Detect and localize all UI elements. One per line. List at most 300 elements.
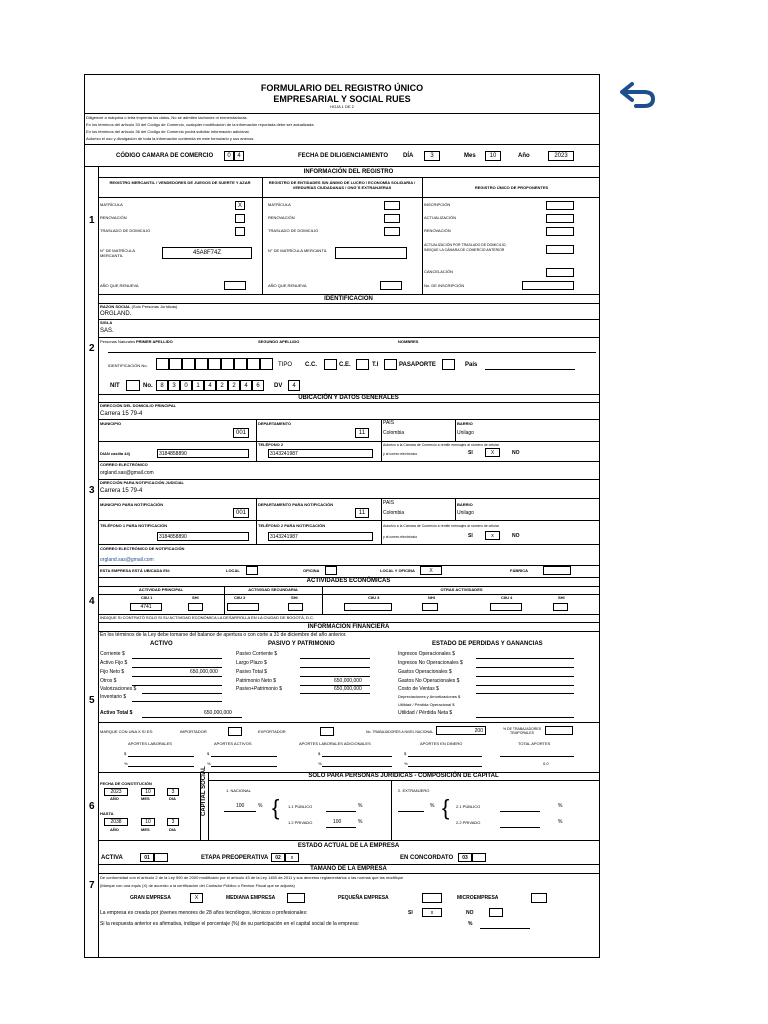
correo-value[interactable]: orgland.sas@gmail.com [100, 470, 154, 476]
brace-glyph: { [272, 795, 280, 820]
dollar-sign: $ [207, 751, 210, 756]
column-divider [224, 586, 225, 614]
brace-glyph: { [442, 795, 450, 820]
constitucion-ano-field[interactable]: 2023 [104, 788, 128, 796]
row-number: 3 [89, 485, 95, 496]
pasivo-patrimonio-field[interactable] [300, 693, 370, 694]
utilidad-neta-field[interactable] [476, 717, 574, 718]
estado-item: Ingresos Operacionales $ [398, 651, 455, 657]
dollar-sign: $ [124, 751, 127, 756]
activo-fijo-field[interactable] [132, 667, 222, 668]
divider [84, 144, 600, 145]
jovenes-no-checkbox[interactable] [489, 908, 503, 917]
primer-apellido-label: PRIMER APELLIDO [136, 339, 173, 344]
divider [98, 520, 599, 521]
dir-principal-value[interactable]: Carrera 15 79-4 [100, 411, 143, 417]
instruction-line: Diligencie a máquina o letra imprenta los datos. No se admiten tachones ni enmendaduras. [86, 115, 248, 120]
shi4-field[interactable] [553, 603, 568, 611]
form-title-2: EMPRESARIAL Y SOCIAL RUES [273, 94, 411, 104]
renovacion-rup-label: RENOVACIÓN [424, 228, 451, 233]
total-aportes-percent: 0.0 [543, 761, 549, 766]
identificacion-section-title: IDENTIFICACIÓN [324, 296, 373, 302]
divider [98, 337, 599, 338]
registro-proponentes-title: REGISTRO ÚNICO DE PROPONENTES [474, 185, 549, 190]
tamano-nota: (Marque con una equis (X) de acuerdo a la certificación del Contador Público o Revisor Fiscal que se adjunta) [100, 883, 295, 888]
correo-notif-label: CORREO ELECTRÓNICO DE NOTIFICACIÓN [100, 546, 185, 551]
actualizacion-checkbox[interactable] [546, 214, 574, 223]
dia-field[interactable]: 3 [424, 151, 440, 161]
form-outer-frame [84, 74, 600, 958]
codigo-camara-digit-1[interactable]: 0 [224, 151, 234, 161]
column-divider [381, 419, 382, 461]
aportes-activos-amount[interactable] [211, 756, 277, 757]
divider [98, 544, 599, 545]
divider [98, 722, 599, 723]
municipio-notif-label: MUNICIPIO PARA NOTIFICACIÓN [100, 502, 164, 507]
publico-field[interactable] [326, 811, 356, 812]
nhi3-field[interactable] [422, 603, 438, 611]
divider [98, 319, 599, 320]
ano-renueva-field[interactable] [224, 281, 246, 290]
aportes-dinero-percent[interactable] [408, 766, 482, 767]
telefono-2-label: TELÉFONO 2 [258, 442, 284, 447]
shi-label: SHI [558, 595, 565, 600]
constitucion-dia-field[interactable]: 3 [167, 788, 179, 796]
renovacion-esal-label: RENOVACIÓN [268, 215, 295, 220]
local-oficina-checkbox[interactable]: X [420, 566, 442, 575]
dia-caption: DIA [169, 796, 176, 801]
actividad-secundaria-label: ACTIVIDAD SECUNDARIA [248, 587, 298, 592]
inventario-field[interactable] [132, 701, 222, 702]
aportes-dinero-amount[interactable] [408, 756, 482, 757]
traslado-label: TRASLADO DE DOMICILIO [100, 228, 151, 233]
departamento-label: DEPARTAMENTO [258, 421, 292, 426]
fijo-neto-value: 650,000,000 [190, 669, 218, 675]
activa-checkbox[interactable] [154, 853, 168, 862]
dollar-sign: $ [318, 751, 321, 756]
departamento-notif-field[interactable]: 11 [355, 508, 369, 518]
aportes-activos-percent[interactable] [211, 766, 277, 767]
actualizacion-traslado-label: ACTUALIZACIÓN POR TRASLADO DE DOMICILIO, INDIQUE LA CÁMARA DE COMERCIO ANTERIOR [424, 243, 507, 252]
column-divider [391, 780, 392, 840]
patrimonio-value: 650,000,000 [334, 678, 362, 684]
registro-mercantil-title: REGISTRO MERCANTIL / VENDEDORES DE JUEGOS DE SUERTE Y AZAR [109, 180, 251, 185]
microempresa-label: MICROEMPRESA [457, 895, 499, 901]
ciiu4-field[interactable] [490, 603, 522, 611]
ingresos-no-op-field[interactable] [476, 667, 574, 668]
traslado-checkbox[interactable] [235, 227, 245, 236]
gastos-no-op-field[interactable] [476, 685, 574, 686]
pasaporte-checkbox[interactable] [442, 359, 455, 370]
estado-section-title: ESTADO ACTUAL DE LA EMPRESA [297, 843, 400, 849]
divider [98, 498, 599, 499]
activo-item: Inventario $ [100, 694, 127, 700]
ciiu2-field[interactable] [227, 603, 259, 611]
pais-notif-value[interactable]: Colombia [383, 510, 405, 516]
nacional-underline [224, 811, 256, 812]
aportes-dinero-label: APORTES EN DINERO [420, 741, 463, 746]
column-divider [256, 498, 257, 544]
nit-no-label: No. [143, 383, 153, 389]
telefono-1-notif-field[interactable]: 3184858890 [157, 532, 249, 541]
codigo-camara-digit-2[interactable]: 4 [234, 151, 244, 161]
razon-social-note: (Solo Personas Jurídicas) [131, 304, 178, 309]
oficina-checkbox[interactable] [325, 566, 337, 575]
cancelacion-label: CANCELACIÓN [424, 269, 453, 274]
percent-sign: % [358, 819, 363, 825]
matricula-checkbox[interactable]: X [235, 201, 245, 210]
financiera-section-title: INFORMACIÓN FINANCIERA [307, 624, 390, 630]
instruction-line: En los términos del artículo 36 del Código de Comercio podrá solicitar información adicional. [86, 129, 250, 134]
column-divider [256, 419, 257, 461]
registro-section-title: INFORMACIÓN DEL REGISTRO [303, 169, 394, 175]
ciiu4-label: CIIU 4 [501, 595, 513, 600]
estado-item: Gastos Operacionales $ [398, 669, 452, 675]
gastos-op-field[interactable] [476, 676, 574, 677]
privado-underline [326, 827, 356, 828]
percent-sign: % [468, 921, 473, 927]
ubicada-en-label: ESTA EMPRESA ESTÁ UBICADA EN: [100, 568, 171, 573]
importador-label: IMPORTADOR [180, 729, 207, 734]
ciiu1-label: CIIU 1 [141, 595, 153, 600]
financiera-intro: En los términos de la Ley debe tomarse del balance de apertura o con corte a 31 de diciembre del año anterior. [100, 632, 347, 638]
preoperativa-label: ETAPA PREOPERATIVA [201, 855, 269, 861]
local-checkbox[interactable] [246, 566, 258, 575]
pasivo-total-field[interactable] [300, 676, 370, 677]
barrio-value[interactable]: Unilago [457, 430, 474, 436]
cancelacion-checkbox[interactable] [546, 268, 574, 277]
row-number: 4 [89, 596, 95, 607]
extranjero-field[interactable] [398, 811, 424, 812]
column-divider [381, 498, 382, 544]
publico-2-label: 2.1 PÚBLICO [456, 804, 481, 809]
municipio-code-field[interactable]: 001 [233, 428, 249, 438]
autorizo-text: y al correo electrónico [383, 535, 418, 539]
nit-checkbox[interactable] [126, 380, 140, 391]
divider [84, 166, 600, 167]
gran-empresa-checkbox[interactable]: X [190, 893, 203, 903]
corner-label [63, 73, 64, 78]
dir-judicial-value[interactable]: Carrera 15 79-4 [100, 488, 143, 494]
cc-checkbox[interactable] [324, 359, 337, 370]
razon-social-label: RAZON SOCIAL [100, 304, 131, 309]
tipo-label: TIPO [278, 362, 293, 368]
total-aportes-amount[interactable] [500, 756, 574, 757]
marque-label: MARQUE CON UNA X SI ES: [100, 729, 154, 734]
estado-item: Costo de Ventas $ [398, 686, 439, 692]
pasivo-header: PASIVO Y PATRIMONIO [268, 641, 335, 647]
renovacion-checkbox[interactable] [235, 214, 245, 223]
concordato-checkbox[interactable] [472, 853, 486, 862]
aportes-laborales-percent[interactable] [128, 766, 194, 767]
dir-judicial-label: DIRECCIÓN PARA NOTIFICACIÓN JUDICIAL [100, 480, 184, 485]
ciiu1-field[interactable]: 4741 [130, 603, 162, 611]
privado-value[interactable]: 100 [333, 819, 342, 825]
column-divider [422, 177, 423, 294]
hoja-label: HOJA 1 DE 2 [330, 104, 354, 109]
column-divider [262, 177, 263, 294]
divider [84, 113, 600, 114]
telefono-1-notif-label: TELÉFONO 1 PARA NOTIFICACIÓN [100, 523, 168, 528]
privado-2-field[interactable] [500, 827, 540, 828]
activo-total-underline [142, 717, 242, 718]
local-label: LOCAL [226, 568, 240, 573]
aportes-activos-label: APORTES ACTIVOS [214, 741, 252, 746]
sigla-value[interactable]: SAS. [100, 328, 114, 334]
razon-social-value[interactable]: ORGLAND. [100, 311, 132, 317]
mes-field[interactable]: 10 [485, 151, 501, 161]
instruction-line: Autorizo el uso y divulgación de toda la información contenida en este formulario y sus anexos. [86, 136, 255, 141]
row-number: 7 [89, 880, 95, 891]
autorizo-text: Autorizo a la Cámara de Comercio a remitir mensajes al número de celular [383, 443, 499, 447]
trabajadores-field[interactable]: 200 [436, 726, 486, 735]
back-arrow-icon[interactable] [618, 80, 658, 110]
ciiu3-field[interactable] [344, 603, 392, 611]
actividades-section-title: ACTIVIDADES ECONÓMICAS [306, 578, 391, 584]
divider [98, 873, 599, 874]
autorizo-text: Autorizo a la Cámara de Comercio a remitir mensajes al número de celular [383, 524, 499, 528]
dv-field[interactable]: 4 [288, 380, 300, 391]
identificacion-no-label: IDENTIFICACIÓN No. [108, 363, 148, 368]
pasivo-item: Pasivo+Patrimonio $ [236, 686, 282, 692]
ano-renueva-esal-label: AÑO QUE RENUEVA [268, 283, 307, 288]
porcentaje-question: Si la respuesta anterior es afirmativa, indique el porcentaje (%) de su participación en el capital social de la empresa: [100, 921, 360, 927]
ano-caption: AÑO [110, 827, 119, 832]
ciiu2-label: CIIU 2 [234, 595, 246, 600]
ubicacion-section-title: UBICACIÓN Y DATOS GENERALES [298, 395, 399, 401]
inscripcion-checkbox[interactable] [546, 201, 574, 210]
ce-checkbox[interactable] [356, 359, 369, 370]
departamento-code-field[interactable]: 11 [355, 428, 369, 438]
actividad-nota: INDIQUE SI CONTRATÓ SOLO SI SU ACTIVIDAD ECONÓMICA LA DESARROLLA EN LA CIUDAD DE BOGOTÁ, D.C. [100, 615, 314, 620]
pais-underline[interactable] [485, 369, 575, 370]
exportador-checkbox[interactable] [320, 727, 334, 736]
renovacion-esal-checkbox[interactable] [384, 214, 400, 223]
activa-code: 01 [140, 853, 154, 862]
activo-item: Corriente $ [100, 651, 125, 657]
porcentaje-field[interactable] [480, 928, 530, 929]
pais-value[interactable]: Colombia [383, 430, 405, 436]
divider [208, 780, 599, 781]
shi-label: SHI [291, 595, 298, 600]
pais-label: PAIS [383, 420, 395, 426]
constitucion-mes-field[interactable]: 10 [141, 788, 155, 796]
pasivo-corriente-field[interactable] [300, 658, 370, 659]
concordato-label: EN CONCORDATO [400, 855, 454, 861]
correo-notif-value[interactable]: orgland.sas@gmail.com [100, 557, 154, 563]
telefono-2-notif-label: TELÉFONO 2 PARA NOTIFICACIÓN [258, 523, 326, 528]
barrio-notif-value[interactable]: Unilago [457, 510, 474, 516]
actualizacion-traslado-checkbox[interactable] [546, 245, 574, 254]
municipio-label: MUNICIPIO [100, 421, 122, 426]
fijo-neto-field[interactable] [132, 676, 222, 677]
renovacion-rup-checkbox[interactable] [546, 227, 574, 236]
no-inscripcion-field[interactable] [522, 281, 574, 290]
fabrica-checkbox[interactable] [543, 566, 571, 575]
no-matricula-label: N° DE MATRÍCULA MERCANTIL [100, 248, 135, 258]
capital-social-vertical-label: CAPITAL SOCIAL [201, 766, 207, 816]
row-number: 1 [89, 215, 95, 226]
telefono-2-field[interactable]: 3143241987 [268, 449, 373, 458]
ti-checkbox[interactable] [384, 359, 397, 370]
largo-plazo-field[interactable] [300, 667, 370, 668]
pasivo-item: Largo Plazo $ [236, 660, 267, 666]
importador-checkbox[interactable] [228, 727, 242, 736]
registro-esal-title: REGISTRO DE ENTIDADES SIN ÁNIMO DE LUCRO / ECONOMÍA SOLIDARIA / VEEDURÍAS CIUDADANAS / ONG´S EXTRANJERAS [268, 180, 416, 190]
matricula-esal-label: MATRÍCULA [268, 202, 291, 207]
instruction-line: En los términos del artículo 33 del Código de Comercio, cualquier modificación de la información reportada debe ser actualizada. [86, 122, 315, 127]
dia-label: DÍA [403, 153, 414, 159]
actualizacion-label: ACTUALIZACIÓN [424, 215, 457, 220]
telefono-1-label: DIAN casilla 44) [100, 451, 131, 456]
pasivo-item: Patrimonio Neto $ [236, 678, 277, 684]
divider [98, 197, 599, 198]
matricula-esal-checkbox[interactable] [384, 201, 400, 210]
pais-label: País [465, 362, 478, 368]
si-notif-checkbox[interactable]: x [485, 531, 500, 540]
divider [98, 441, 599, 442]
divider [98, 594, 599, 595]
column-divider [455, 419, 456, 441]
trabajadores-label: No. TRABAJADORES A NIVEL NACIONAL [366, 730, 434, 734]
publico-2-field[interactable] [500, 811, 540, 812]
divider [98, 177, 599, 178]
column-divider [322, 586, 323, 614]
nombres-label: NOMBRES [398, 339, 419, 344]
nacional-label: 1. NACIONAL [226, 788, 251, 793]
estado-header: ESTADO DE PERDIDAS Y GANANCIAS [432, 641, 543, 647]
pasivo-patrimonio-value: 650,000,000 [334, 686, 362, 692]
privado-2-label: 2.2 PRIVADO [456, 820, 481, 825]
ano-caption: AÑO [110, 796, 119, 801]
mediana-empresa-checkbox[interactable] [287, 893, 305, 903]
aportes-adicionales-percent[interactable] [322, 766, 392, 767]
mes-caption: MES [141, 827, 150, 832]
ano-field[interactable]: 2023 [548, 151, 574, 161]
activo-header: ACTIVO [150, 641, 173, 647]
otros-field[interactable] [132, 685, 222, 686]
activo-total-value[interactable]: 650,000,000 [204, 710, 232, 716]
capital-section-title: SOLO PARA PERSONAS JURIDICAS - COMPOSICIÓN DE CAPITAL [308, 773, 499, 779]
no-matricula-esal-field[interactable] [335, 247, 407, 259]
shi2-field[interactable] [288, 603, 303, 611]
ano-renueva-esal-field[interactable] [380, 281, 402, 290]
dir-principal-label: DIRECCIÓN DEL DOMICILIO PRINCIPAL [100, 403, 177, 408]
no-notif-label: NO [512, 533, 520, 539]
fecha-diligenciamiento-label: FECHA DE DILIGENCIAMIENTO [298, 153, 389, 159]
hasta-mes-field[interactable]: 10 [141, 818, 155, 826]
inscripcion-label: INSCRIPCIÓN [424, 202, 451, 207]
traslado-esal-label: TRASLADO DE DOMICILIO [268, 228, 319, 233]
shi-label: SHI [192, 595, 199, 600]
divider [98, 864, 599, 865]
aportes-laborales-amount[interactable] [128, 756, 194, 757]
ano-label: Año [518, 153, 530, 159]
ingresos-op-field[interactable] [476, 658, 574, 659]
cc-label: C.C. [305, 362, 317, 368]
pasaporte-label: PASAPORTE [399, 362, 436, 368]
si-label: SI [468, 450, 473, 456]
no-label: NO [512, 450, 520, 456]
pais-notif-label: PAIS [383, 500, 395, 506]
form-title-1: FORMULARIO DEL REGISTRO ÚNICO [260, 83, 424, 93]
sigla-label: SIGLA [100, 320, 113, 325]
hasta-dia-field[interactable]: 3 [167, 818, 179, 826]
personas-naturales-label: Personas Naturales [100, 339, 136, 344]
departamento-notif-label: DEPARTAMENTO PARA NOTIFICACIÓN [258, 502, 334, 507]
telefono-2-notif-field[interactable]: 3143241987 [268, 532, 373, 541]
activo-item: Activo Fijo $ [100, 660, 128, 666]
activo-item: Valorizaciones $ [100, 686, 137, 692]
si-checkbox[interactable]: X [485, 448, 500, 457]
concordato-code: 03 [458, 853, 472, 862]
pequena-empresa-checkbox[interactable] [422, 893, 442, 903]
costo-ventas-field[interactable] [476, 693, 574, 694]
preoperativa-code: 02 [271, 853, 285, 862]
exportador-label: EXPORTADOR [258, 729, 286, 734]
telefono-1-field[interactable]: 3184858890 [157, 449, 249, 458]
aportes-adicionales-amount[interactable] [322, 756, 392, 757]
percent-sign: % [558, 803, 563, 809]
nit-label: NIT [110, 383, 120, 389]
municipio-notif-field[interactable]: 001 [233, 508, 249, 518]
column-divider [455, 498, 456, 520]
utilidad-neta-label: Utilidad / Pérdida Neta $ [398, 710, 453, 716]
divider [98, 461, 599, 462]
divider [108, 352, 596, 353]
activo-item: Fijo Neto $ [100, 669, 125, 675]
total-aportes-label: TOTAL APORTES [518, 741, 551, 746]
codigo-camara-label: CÓDIGO CAMARA DE COMERCIO [116, 153, 214, 159]
barrio-notif-label: BARRIO [457, 502, 473, 507]
barrio-label: BARRIO [457, 421, 473, 426]
tamano-section-title: TAMAÑO DE LA EMPRESA [310, 866, 387, 872]
tamano-nota: De conformidad con el artículo 2 de la Ley 590 de 2000 modificado por el artículo 43 de la Ley 1450 de 2011 y sus decretos reglamentarios o las normas que las modifique [100, 875, 404, 880]
valorizaciones-field[interactable] [142, 693, 222, 694]
gran-empresa-label: GRAN EMPRESA [130, 895, 171, 901]
autorizo-text: y al correo electrónico [383, 452, 418, 456]
hasta-ano-field[interactable]: 2038 [104, 818, 128, 826]
temporales-field[interactable] [545, 726, 573, 735]
row-number: 2 [89, 343, 95, 354]
column-divider [208, 772, 209, 840]
row-number: 5 [89, 695, 95, 706]
ano-renueva-label: AÑO QUE RENUEVA [100, 283, 139, 288]
preoperativa-checkbox[interactable]: x [285, 853, 299, 862]
fecha-constitucion-label: FECHA DE CONSTITUCIÓN [100, 781, 152, 786]
dv-label: DV [274, 383, 283, 389]
traslado-esal-checkbox[interactable] [384, 227, 400, 236]
nhi-label: NHI [428, 595, 435, 600]
microempresa-checkbox[interactable] [531, 893, 547, 903]
mes-label: Mes [464, 153, 476, 159]
si-notif-label: SI [468, 533, 473, 539]
no-matricula-field[interactable]: 45A8F74Z [162, 247, 252, 259]
otras-actividades-label: OTRAS ACTIVIDADES [440, 587, 483, 592]
shi1-field[interactable] [188, 603, 203, 611]
mediana-empresa-label: MEDIANA EMPRESA [226, 895, 276, 901]
divider [98, 294, 599, 295]
corriente-field[interactable] [132, 658, 222, 659]
nacional-value[interactable]: 100 [236, 803, 245, 809]
pasivo-item: Pasivo Total $ [236, 669, 268, 675]
aportes-adicionales-label: APORTES LABORALES ADICIONALES [299, 741, 371, 746]
privado-label: 1.2 PRIVADO [288, 820, 313, 825]
pequena-empresa-label: PEQUEÑA EMPRESA [338, 895, 389, 901]
jovenes-si-checkbox[interactable]: x [422, 908, 442, 917]
percent-sign: % [358, 803, 363, 809]
actividad-principal-label: ACTIVIDAD PRINCIPAL [138, 587, 184, 592]
